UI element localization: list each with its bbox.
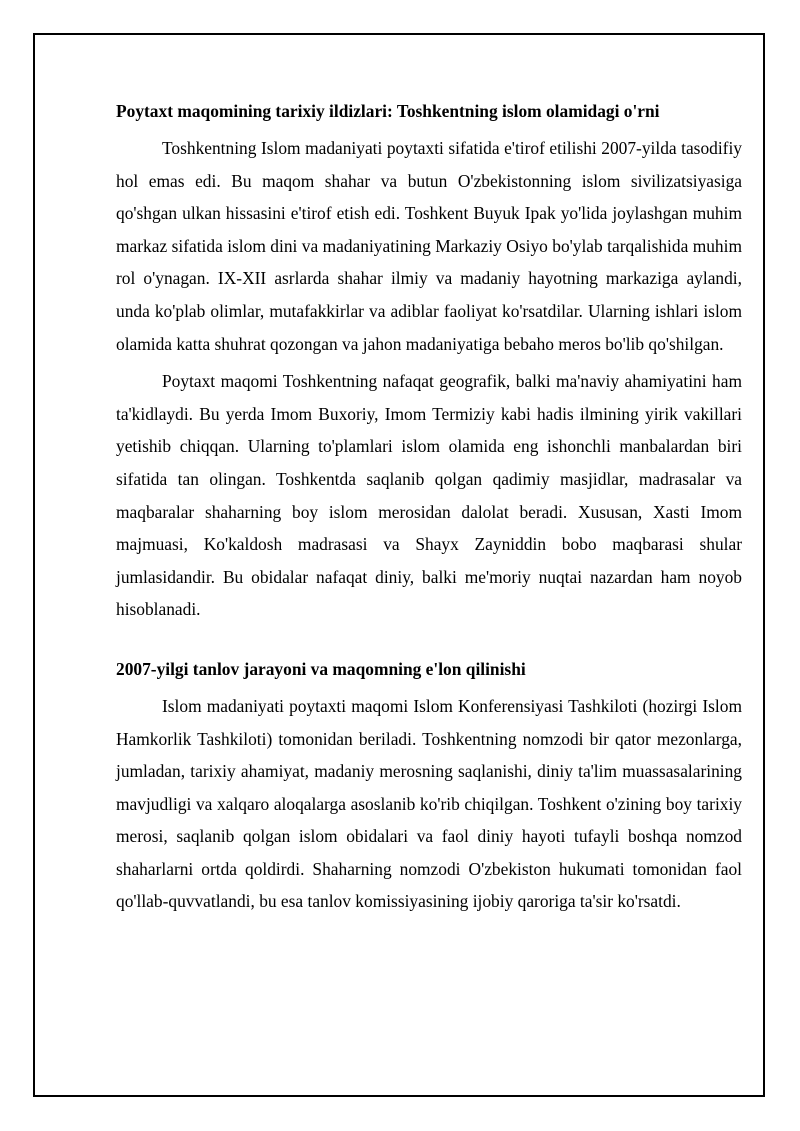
section-1-paragraph-2: Poytaxt maqomi Toshkentning nafaqat geografik, balki ma'naviy ahamiyatini ham ta'kidlaydi. Bu yerda Imom Buxoriy, Imom Termiziy kabi hadis ilmining yirik vakillari yetishib chiqqan. Ularning to'plamlari islom olamida eng ishonchli manbalardan biri sifatida tan olingan. Toshkentda saqlanib qolgan qadimiy masjidlar, madrasalar va maqbaralar shaharning boy islom merosidan dalolat beradi. Xususan, Xasti Imom majmuasi, Ko'kaldosh madrasasi va Shayx Zayniddin bobo maqbarasi shular jumlasidandir. Bu obidalar nafaqat diniy, balki me'moriy nuqtai nazardan ham noyob hisoblanadi. [116, 371, 742, 620]
section-heading-2: 2007-yilgi tanlov jarayoni va maqomning e'lon qilinishi [116, 658, 526, 679]
section-heading-1: Poytaxt maqomining tarixiy ildizlari: Toshkentning islom olamidagi o'rni [116, 101, 660, 121]
section-2-paragraph-1: Islom madaniyati poytaxti maqomi Islom Konferensiyasi Tashkiloti (hozirgi Islom Hamkorlik Tashkiloti) tomonidan beriladi. Toshkentning nomzodi bir qator mezonlarga, jumladan, tarixiy ahamiyat, madaniy merosning saqlanishi, diniy ta'lim muassasalarining mavjudligi va xalqaro aloqalarga asoslanib ko'rib chiqilgan. Toshkent o'zining boy tarixiy merosi, saqlanib qolgan islom obidalari va faol diniy hayoti tufayli boshqa nomzod shaharlarni ortda qoldirdi. Shaharning nomzodi O'zbekiston hukumati tomonidan faol qo'llab-quvvatlandi, bu esa tanlov komissiyasining ijobiy qaroriga ta'sir ko'rsatdi. [116, 695, 742, 912]
section-1-paragraph-1: Toshkentning Islom madaniyati poytaxti sifatida e'tirof etilishi 2007-yilda tasodifiy hol emas edi. Bu maqom shahar va butun O'zbekistonning islom sivilizatsiyasiga qo'shgan ulkan hissasini e'tirof etish edi. Toshkent Buyuk Ipak yo'lida joylashgan muhim markaz sifatida islom dini va madaniyatining Markaziy Osiyo bo'ylab tarqalishida muhim rol o'ynagan. IX-XII asrlarda shahar ilmiy va madaniy hayotning markaziga aylandi, unda ko'plab olimlar, mutafakkirlar va adiblar faoliyat ko'rsatdilar. Ularning ishlari islom olamida katta shuhrat qozongan va jahon madaniyatiga bebaho meros bo'lib qo'shilgan. [116, 138, 742, 354]
document-body [116, 98, 742, 923]
